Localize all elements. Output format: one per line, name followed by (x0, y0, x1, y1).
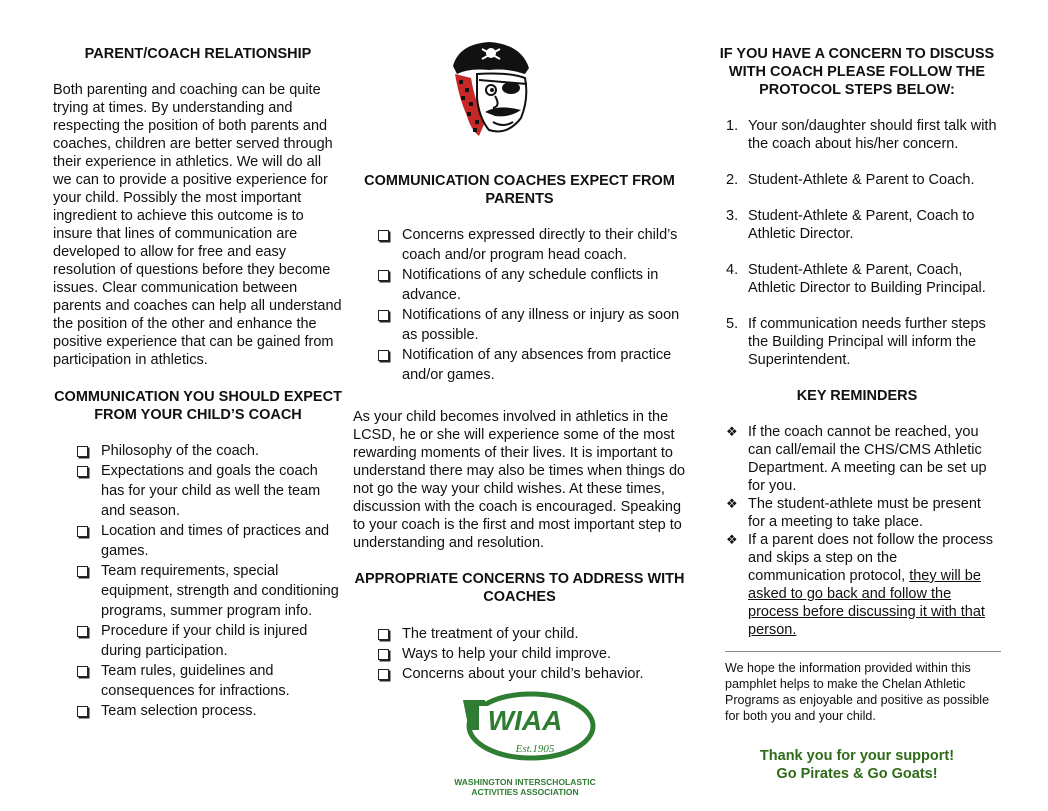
list-item: Notification of any absences from practice and/or games. (378, 345, 686, 385)
list-item: ❖ If a parent does not follow the process and skips a step on the communication protocol, they will be asked to go back and follow the process before discussing it with that person. (726, 532, 994, 638)
list-item: Concerns expressed directly to their child’s coach and/or program head coach. (378, 225, 686, 265)
checkbox-icon (77, 626, 88, 637)
list-item: Expectations and goals the coach has for your child as well the team and season. (77, 461, 343, 521)
athletics-paragraph: As your child becomes involved in athletics in the LCSD, he or she will experience some of the most rewarding moments of their lives. It is important to understand there may also be times when things do not go the way your child wishes. At these times, discussion with the coach is encouraged. Speaking to your coach is the first and most important step to understanding and resolution. (353, 409, 686, 551)
list-item: Team rules, guidelines and consequences for infractions. (77, 661, 343, 701)
heading-appropriate-concerns: APPROPRIATE CONCERNS TO ADDRESS WITH COACHES (354, 571, 685, 605)
checkbox-icon (378, 310, 389, 321)
list-item: Team selection process. (77, 701, 343, 721)
checkbox-icon (77, 566, 88, 577)
list-item: Location and times of practices and games. (77, 521, 343, 561)
heading-expect-from-coach: COMMUNICATION YOU SHOULD EXPECT FROM YOUR CHILD’S COACH (54, 389, 342, 423)
wiaa-line1: WASHINGTON INTERSCHOLASTIC (454, 777, 596, 787)
checkbox-icon (378, 669, 389, 680)
heading-coaches-expect: COMMUNICATION COACHES EXPECT FROM PARENTS (364, 173, 675, 207)
column-middle (353, 0, 686, 797)
pirate-mascot-logo (449, 38, 531, 148)
protocol-steps-list (717, 117, 997, 369)
list-item: ❖ The student-athlete must be present for a meeting to take place. (726, 496, 981, 530)
diamond-bullet-icon: ❖ (726, 532, 738, 547)
list-item: Philosophy of the coach. (77, 441, 343, 461)
list-item: Ways to help your child improve. (378, 644, 686, 664)
heading-parent-coach: PARENT/COACH RELATIONSHIP (84, 46, 312, 62)
checkbox-icon (77, 526, 88, 537)
checkbox-icon (378, 270, 389, 281)
list-item: Notifications of any schedule conflicts in advance. (378, 265, 686, 305)
checkbox-icon (378, 629, 389, 640)
underlined-warning: they will be asked to go back and follow the process before discussing it with that person. (748, 568, 985, 638)
list-item: The treatment of your child. (378, 624, 686, 644)
diamond-bullet-icon: ❖ (726, 424, 738, 439)
list-item: 2. Student-Athlete & Parent to Coach. (726, 172, 975, 188)
divider (725, 651, 1001, 652)
wiaa-est: Est.1905 (515, 743, 555, 755)
wiaa-logo-text: WIAA (487, 705, 563, 736)
coach-expectations-list (77, 441, 343, 721)
go-pirates-line: Go Pirates & Go Goats! (776, 766, 938, 782)
list-item: 5. If communication needs further steps the Building Principal will inform the Superintendent. (726, 316, 986, 368)
closing-paragraph: We hope the information provided within this pamphlet helps to make the Chelan Athletic Programs as enjoyable and positive as possible for both you and your child. (725, 661, 990, 723)
checkbox-icon (77, 446, 88, 457)
checkbox-icon (378, 350, 389, 361)
checkbox-icon (77, 706, 88, 717)
key-reminders-list (717, 423, 997, 639)
appropriate-concerns-list (378, 624, 686, 684)
list-item: 4. Student-Athlete & Parent, Coach, Athletic Director to Building Principal. (726, 262, 986, 296)
heading-protocol-steps: IF YOU HAVE A CONCERN TO DISCUSS WITH COACH PLEASE FOLLOW THE PROTOCOL STEPS BELOW: (719, 46, 995, 98)
wiaa-emblem-icon (451, 690, 599, 762)
thanks-line: Thank you for your support! (759, 748, 955, 764)
list-item: Procedure if your child is injured during participation. (77, 621, 343, 661)
checkbox-icon (378, 649, 389, 660)
diamond-bullet-icon: ❖ (726, 496, 738, 511)
wiaa-logo (451, 690, 599, 797)
checkbox-icon (77, 666, 88, 677)
wiaa-line2: ACTIVITIES ASSOCIATION (471, 787, 579, 797)
list-item: Concerns about your child’s behavior. (378, 664, 686, 684)
checkbox-icon (77, 466, 88, 477)
list-item: 1. Your son/daughter should first talk with the coach about his/her concern. (726, 118, 997, 152)
column-right (717, 0, 997, 783)
list-item: Notifications of any illness or injury as soon as possible. (378, 305, 686, 345)
intro-paragraph: Both parenting and coaching can be quite trying at times. By understanding and respecting the position of both parents and coaches, children are better served through their experience in athletics. We will do all we can to provide a positive experience for your child. Possibly the most important ingredient to achieve this outcome is to insure that lines of communication are developed to allow for free and easy resolution of questions before they become issues. Clear communication between parents and coaches can help all understand the position of the other and enhance the positive experience that can be gained from participation in athletics. (53, 82, 342, 368)
list-item: ❖ If the coach cannot be reached, you can call/email the CHS/CMS Athletic Department. A meeting can be set up for you. (726, 424, 987, 494)
column-left (53, 0, 343, 721)
checkbox-icon (378, 230, 389, 241)
heading-key-reminders: KEY REMINDERS (796, 388, 918, 404)
pirate-icon (449, 38, 531, 148)
list-item: 3. Student-Athlete & Parent, Coach to Athletic Director. (726, 208, 975, 242)
parent-communication-list (378, 225, 686, 385)
list-item: Team requirements, special equipment, strength and conditioning programs, summer program info. (77, 561, 343, 621)
